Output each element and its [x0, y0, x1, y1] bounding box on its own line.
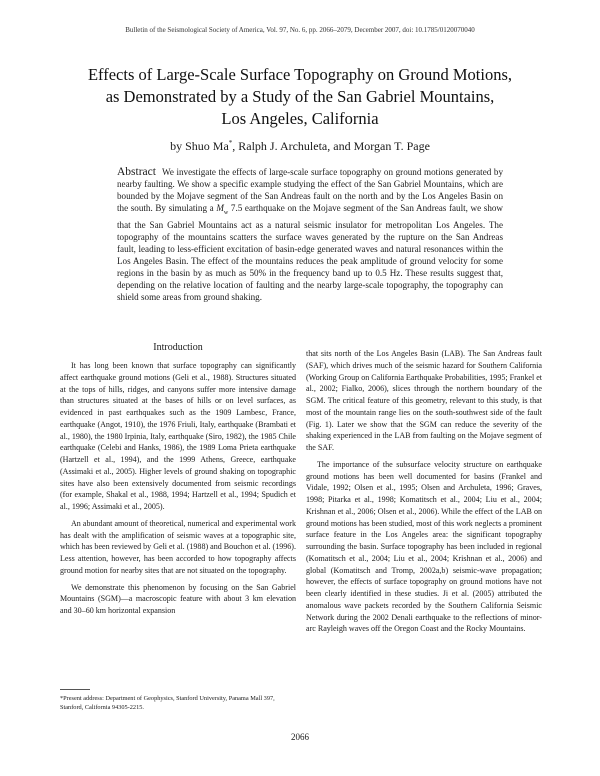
paper-title: [40, 64, 560, 130]
author-1-footnote-mark: *: [228, 139, 233, 147]
left-column: [60, 360, 296, 617]
abstract: [117, 166, 503, 303]
author-prefix: by: [170, 139, 186, 153]
intro-paragraph-1: It has long been known that surface topography can significantly affect earthquake ground motions (Geli et al., 1988). Structures situated at the tops of hills, ridges, and canyons suffer more intensive damage than structures situated at the bases of hills or on level surfaces, as evidenced in past earthquakes such as the 1909 Lambesc, France, earthquake (Angot, 1910), the 1976 Friuli, Italy, earthquake (Brambati et al., 1980), the 1980 Irpinia, Italy, earthquake (Siro, 1982), the 1985 Chile earthquake (Celebi and Hanks, 1986), the 1989 Loma Prieta earthquake (Hartzell et al., 1994), and the 1999 Athens, Greece, earthquake (Assimaki et al., 2005). Higher levels of ground shaking on topographic sites have also been extensively documented from seismic recordings (for example, Shakal et al., 1988, 1994; Hartzell et al., 1994; Spudich et al., 1996; Assimaki et al., 2005).: [60, 361, 296, 511]
running-head: Bulletin of the Seismological Society of America, Vol. 97, No. 6, pp. 2066–2079, December 2007, doi: 10.1785/0120070040: [125, 26, 475, 34]
intro-paragraph-3: We demonstrate this phenomenon by focusing on the San Gabriel Mountains (SGM)—a macroscopic feature with about 3 km elevation and 30–60 km horizontal expansion: [60, 582, 296, 615]
author-line: [40, 139, 560, 154]
magnitude-symbol: M: [216, 203, 224, 213]
title-line-1: Effects of Large-Scale Surface Topography on Ground Motions,: [87, 65, 513, 84]
abstract-heading: Abstract: [117, 166, 156, 178]
footnote: *Present address: Department of Geophysics, Stanford University, Panama Mall 397, Stanford, California 94305-2215.: [60, 695, 275, 711]
abstract-text-b: 7.5 earthquake on the Mojave segment of the San Andreas fault, we show that the San Gabriel Mountains act as a natural seismic insulator for metropolitan Los Angeles. The topography of the mountains scatters the surface waves generated by the rupture on the San Andreas fault, leading to less-efficient excitation of basin-edge generated waves and natural resonances within the Los Angeles Basin. The effect of the mountains reduces the peak amplitude of ground velocity for some regions in the basin by as much as 50% in the frequency band up to 0.5 Hz. These results suggest that, depending on the relative location of faulting and the nearby large-scale topography, the topography can shield some areas from ground shaking.: [117, 203, 503, 302]
abstract-text-a: We investigate the effects of large-scale surface topography on ground motions generated by nearby faulting. We show a specific example studying the effect of the San Gabriel Mountains, which are bounded by the Mojave segment of the San Andreas fault on the north and by the Los Angeles Basin on the south. By simulating a: [117, 167, 503, 213]
author-1: Shuo Ma: [185, 139, 229, 153]
right-column: [306, 348, 542, 635]
page-number: 2066: [291, 732, 309, 742]
magnitude-subscript: w: [223, 209, 229, 216]
intro-paragraph-2: An abundant amount of theoretical, numerical and experimental work has dealt with the amplification of seismic waves at a topographic site, which has been reviewed by Geli et al. (1988) and Bouchon et al. (1996). Less attention, however, has been accorded to how topography affects ground motion for nearby sites that are not situated on the topography.: [60, 518, 296, 575]
introduction-heading: Introduction: [153, 342, 203, 353]
author-rest: , Ralph J. Archuleta, and Morgan T. Page: [232, 139, 430, 153]
intro-paragraph-3-continued: that sits north of the Los Angeles Basin (LAB). The San Andreas fault (SAF), which drives much of the seismic hazard for Southern California (Working Group on California Earthquake Probabilities, 1995; Frankel et al., 2002; Fialko, 2006), slices through the northern boundary of the SGM. The critical feature of this geometry, relevant to this study, is that most of the mountain range lies on the south-southwest side of the fault (Fig. 1). Later we show that the SGM can reduce the severity of the shaking experienced in the LAB from faulting on the Mojave segment of the SAF.: [306, 349, 543, 452]
title-line-2: as Demonstrated by a Study of the San Gabriel Mountains,: [105, 87, 495, 106]
footnote-rule: [60, 689, 90, 690]
title-line-3: Los Angeles, California: [221, 109, 379, 128]
intro-paragraph-4: The importance of the subsurface velocity structure on earthquake ground motions has been well documented for basins (Frankel and Vidale, 1992; Olsen et al., 1995; Olsen and Archuleta, 1996; Graves, 1998; Pitarka et al., 1998; Komatitsch et al., 2004; Liu et al., 2004; Krishnan et al., 2006; Olsen et al., 2006). While the effect of the LAB on ground motions has been studied, most of this work neglects a prominent surface feature in the Los Angeles area: the significant topography surrounding the basin. Surface topography has been included in regional (Komatitsch et al., 2004; Liu et al., 2004; Krishnan et al., 2006) and global (Komatitsch and Tromp, 2002a,b) seismic-wave propagation; however, the effects of surface topography on ground motions have not been clearly identified in these studies. Ji et al. (2005) attributed the anomalous wave packets recorded by the Southern California Seismic Network during the 2002 Denali earthquake to the reflections of minor-arc Rayleigh waves off the Oregon Coast and the Rocky Mountains.: [306, 459, 542, 634]
